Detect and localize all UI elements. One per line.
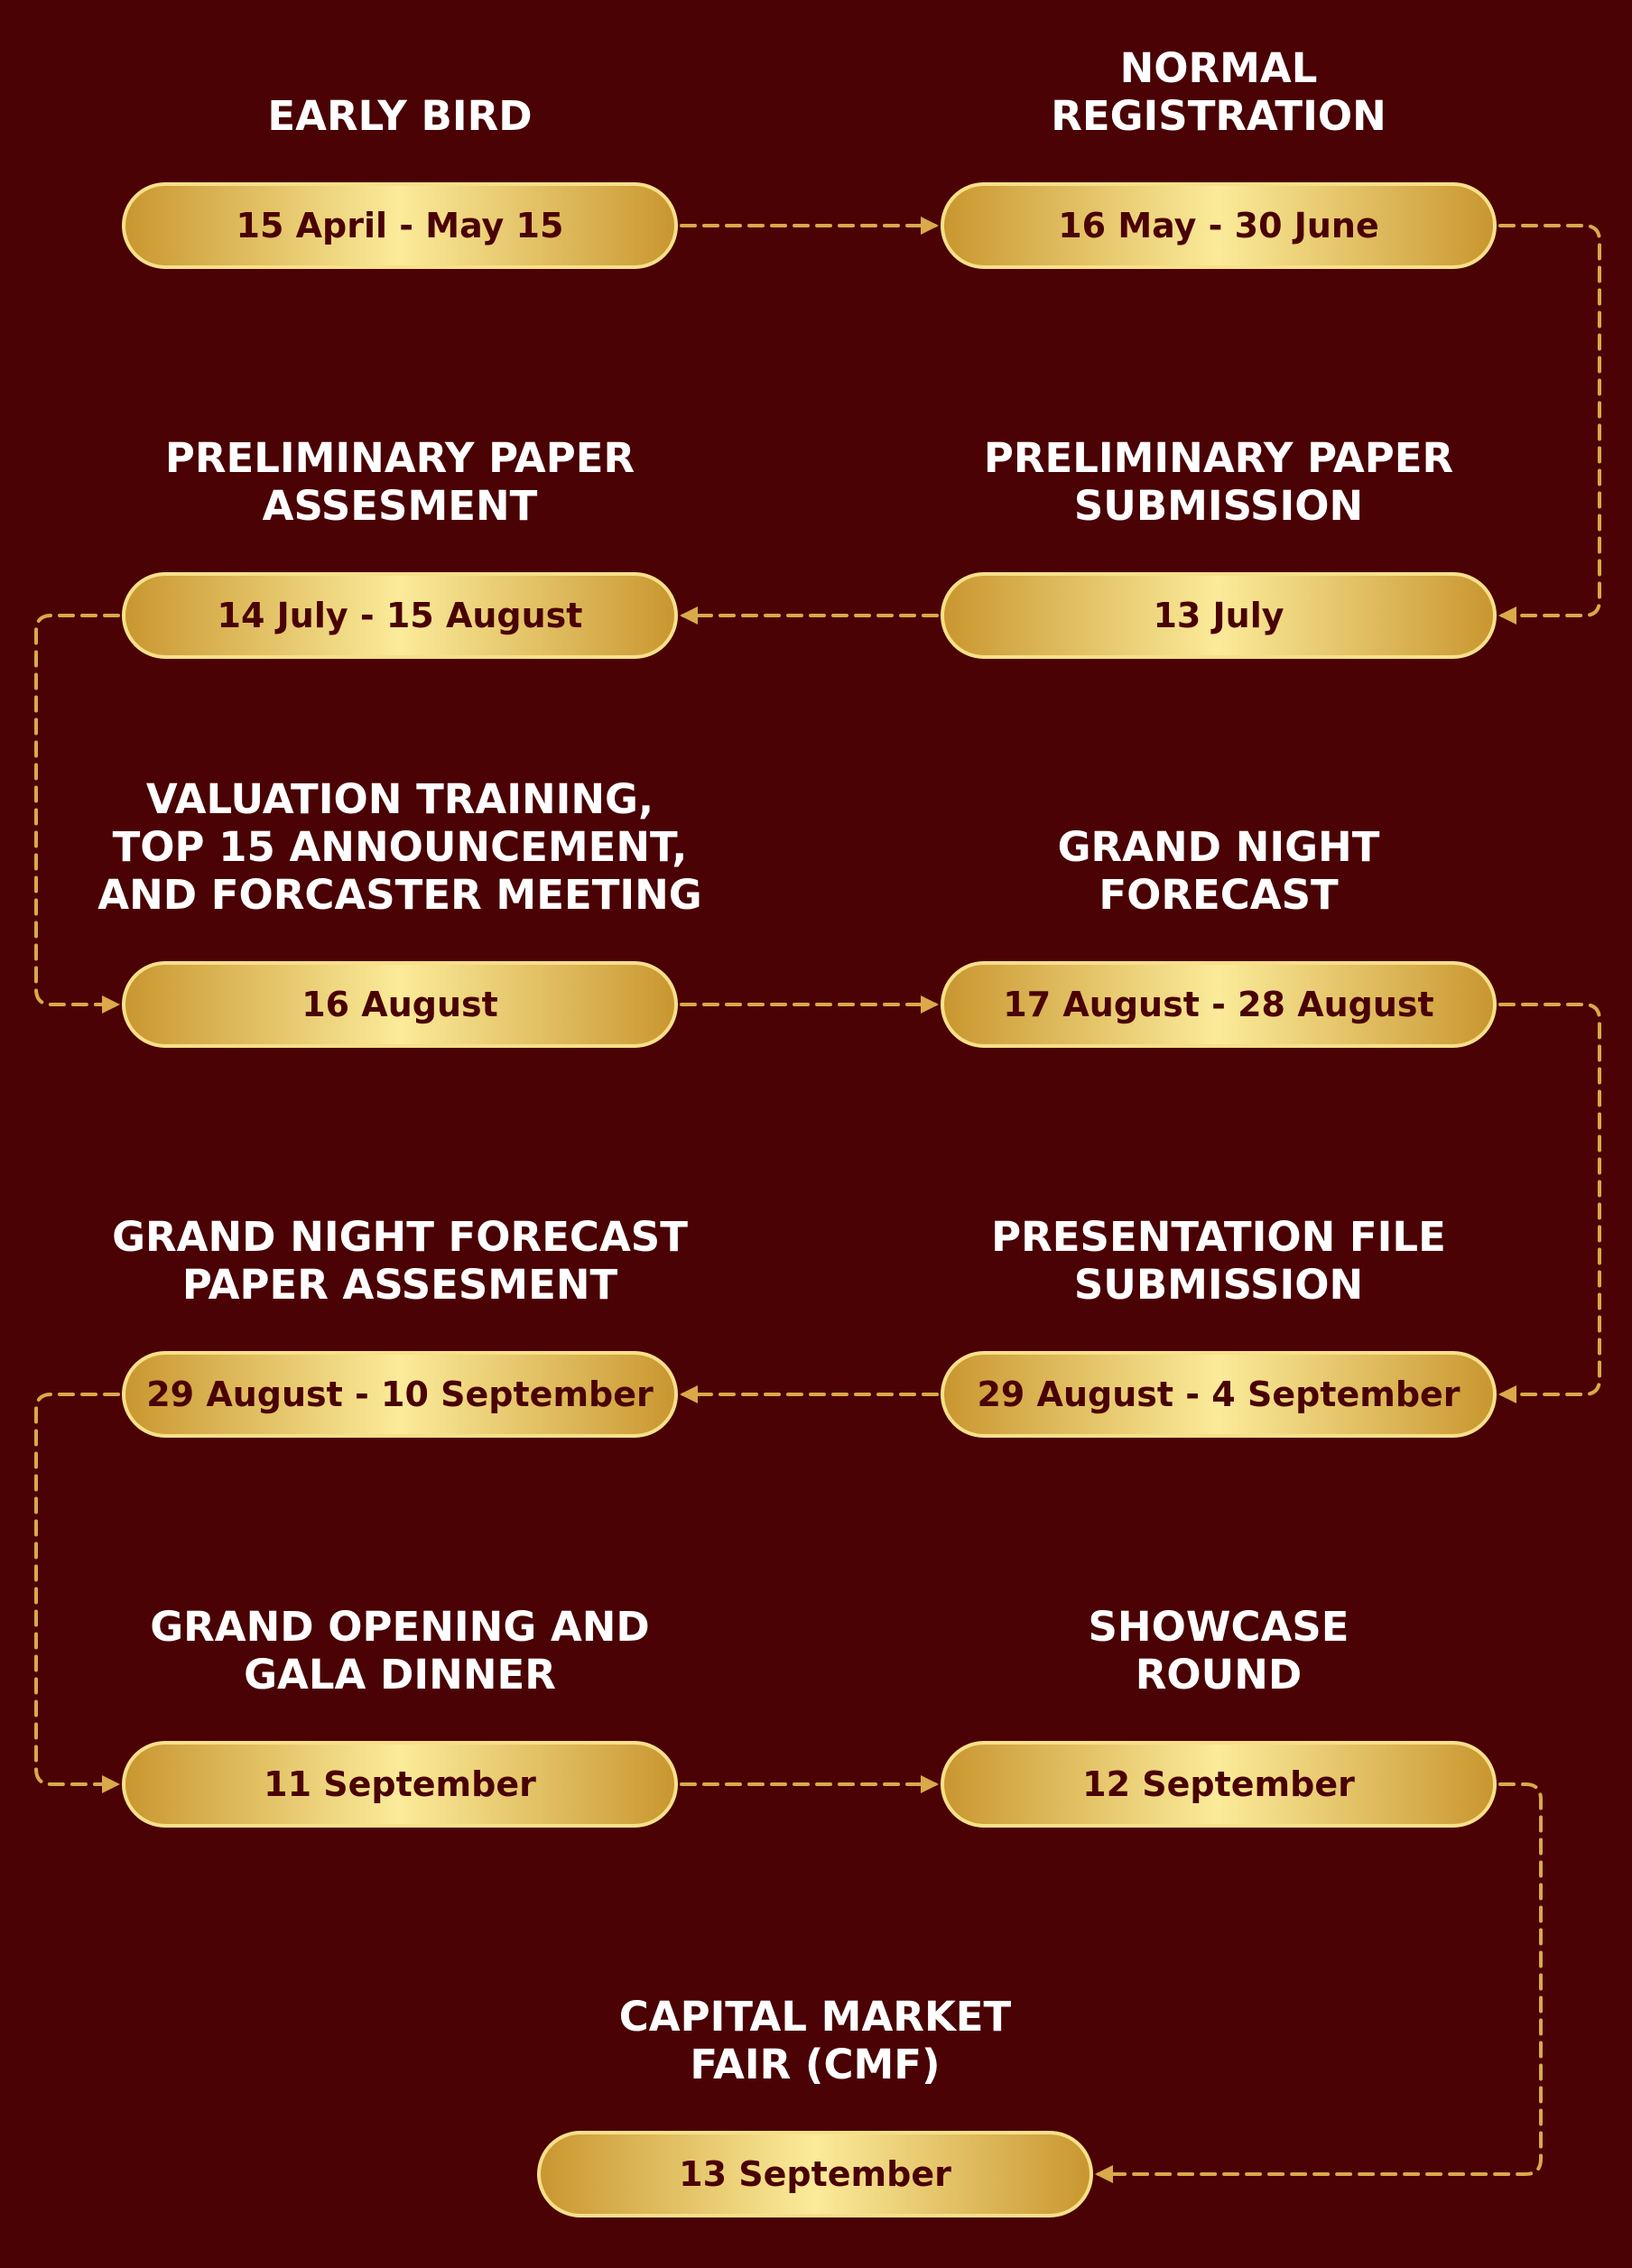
stage-title: SUBMISSION <box>1073 1261 1364 1309</box>
stage-title: FAIR (CMF) <box>690 2041 941 2088</box>
stage-date: 12 September <box>1082 1764 1355 1804</box>
stage-title: GALA DINNER <box>244 1651 556 1699</box>
timeline-stage <box>942 823 1495 1046</box>
stage-date: 29 August - 10 September <box>146 1375 654 1414</box>
stage-date: 15 April - May 15 <box>236 206 564 245</box>
stages-layer <box>97 44 1495 2216</box>
stage-title: REGISTRATION <box>1051 92 1386 140</box>
timeline-stage <box>97 775 701 1046</box>
stage-title: EARLY BIRD <box>267 92 533 140</box>
stage-title: TOP 15 ANNOUNCEMENT, <box>112 823 688 871</box>
stage-date: 17 August - 28 August <box>1003 985 1434 1024</box>
timeline-stage <box>124 92 676 267</box>
stage-date: 13 September <box>679 2154 951 2194</box>
stage-title: AND FORCASTER MEETING <box>97 871 702 919</box>
stage-title: NORMAL <box>1119 44 1318 92</box>
stage-title: SHOWCASE <box>1088 1603 1349 1651</box>
timeline-stage <box>124 1603 676 1826</box>
flow-arrow <box>1500 1004 1600 1394</box>
flow-arrow <box>36 1394 118 1784</box>
stage-title: PRELIMINARY PAPER <box>983 434 1454 482</box>
timeline-stage <box>942 434 1495 657</box>
stage-date: 14 July - 15 August <box>217 596 583 635</box>
stage-title: ROUND <box>1135 1651 1303 1699</box>
stage-date: 29 August - 4 September <box>977 1375 1460 1414</box>
stage-title: PAPER ASSESMENT <box>181 1261 618 1309</box>
stage-title: ASSESMENT <box>262 482 538 530</box>
timeline-stage <box>539 1993 1091 2216</box>
stage-title: GRAND NIGHT <box>1057 823 1380 871</box>
stage-date: 11 September <box>264 1764 536 1804</box>
timeline-stage <box>942 1213 1495 1436</box>
timeline-stage <box>942 44 1495 267</box>
stage-title: FORECAST <box>1099 871 1339 919</box>
stage-date: 13 July <box>1153 596 1284 635</box>
stage-title: CAPITAL MARKET <box>618 1993 1012 2041</box>
stage-title: VALUATION TRAINING, <box>145 775 654 823</box>
timeline-stage <box>112 1213 688 1436</box>
timeline-stage <box>942 1603 1495 1826</box>
flow-arrow <box>1500 226 1600 616</box>
stage-title: GRAND NIGHT FORECAST <box>112 1213 688 1261</box>
stage-title: PRELIMINARY PAPER <box>164 434 635 482</box>
stage-title: GRAND OPENING AND <box>150 1603 650 1651</box>
flow-arrow <box>36 616 118 1004</box>
flow-arrow <box>1099 1784 1541 2174</box>
stage-title: PRESENTATION FILE <box>991 1213 1446 1261</box>
stage-date: 16 May - 30 June <box>1058 206 1379 245</box>
stage-title: SUBMISSION <box>1073 482 1364 530</box>
stage-date: 16 August <box>301 985 498 1024</box>
timeline-stage <box>124 434 676 657</box>
